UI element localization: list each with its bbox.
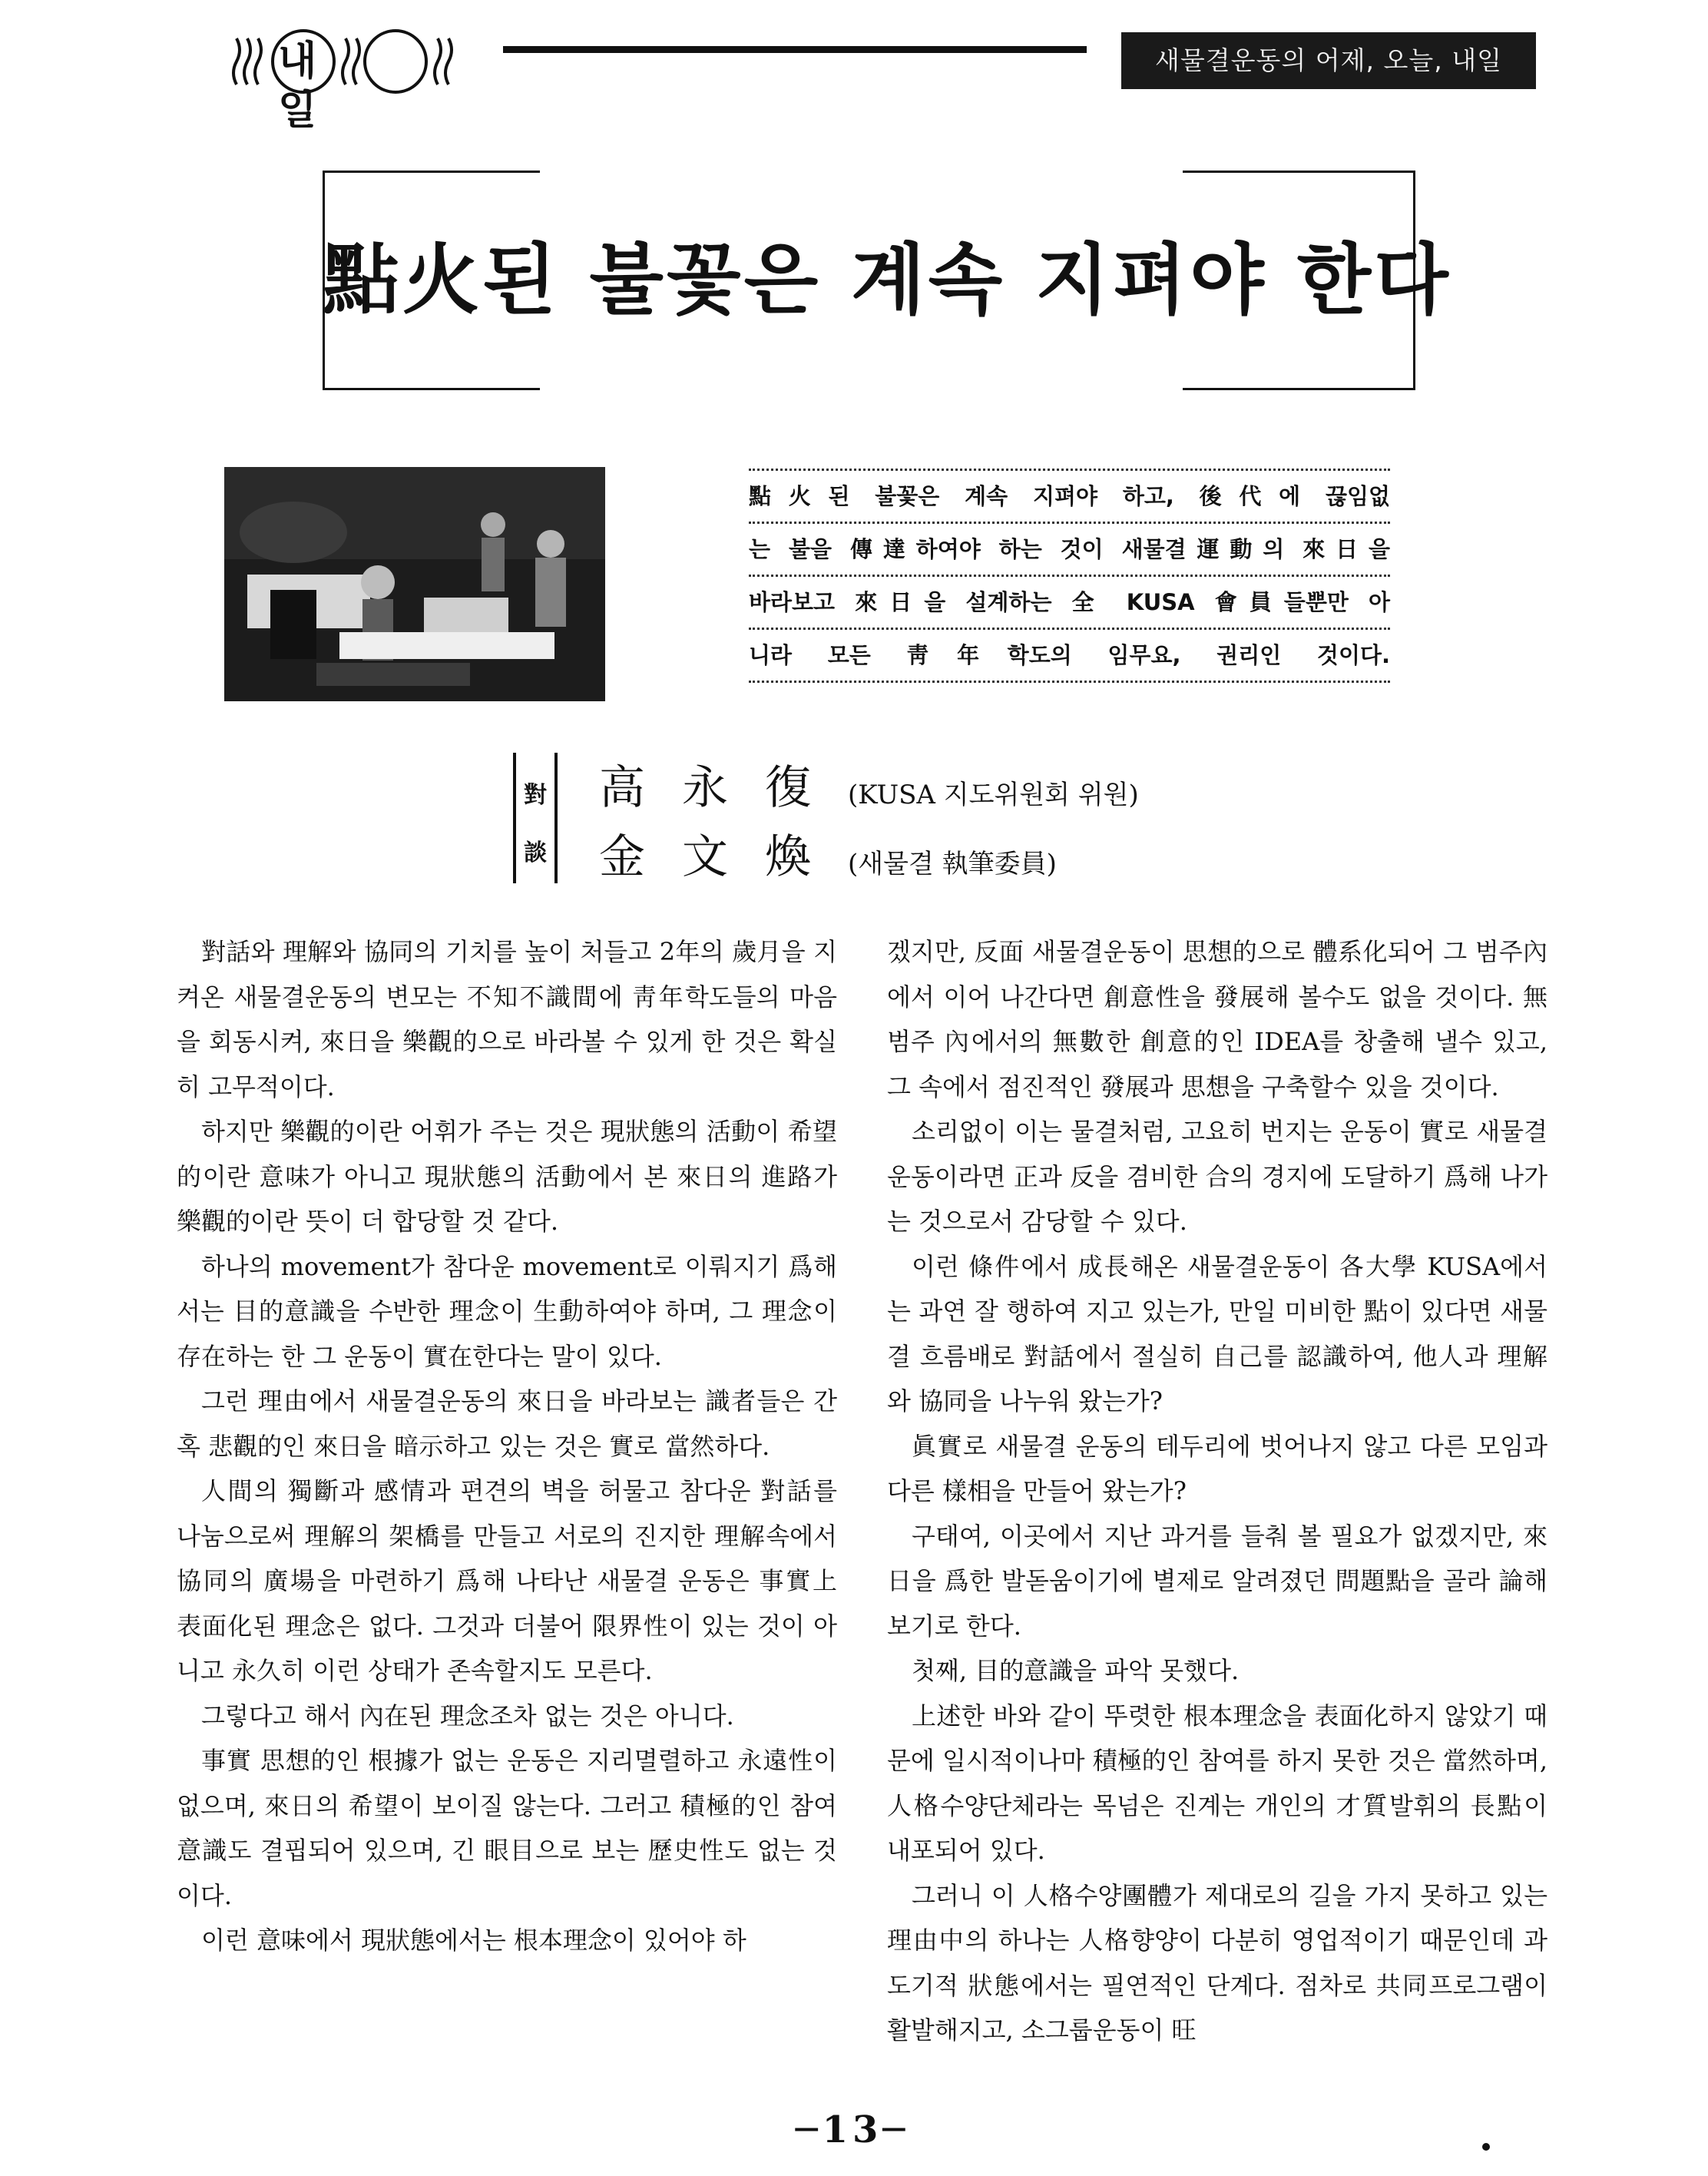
paragraph: 첫째, 目的意識을 파악 못했다. <box>912 1656 1240 1685</box>
summary-box <box>749 469 1390 683</box>
paragraph: 하나의 movement가 참다운 movement로 이뤄지기 爲해서는 目的意識을 수반한 理念이 生動하여야 하며, 그 理念이 存在하는 한 그 운동이 實在한다는 말이 있다. <box>177 1251 837 1371</box>
dialogue-photo <box>224 467 605 701</box>
article-title: 點火된 불꽃은 계속 지펴야 한다 <box>323 235 1451 325</box>
photo-image <box>224 467 605 701</box>
summary-line: 니라 모든 靑年학도의 임무요, 권리인 것이다. <box>749 628 1390 683</box>
paragraph: 이런 意味에서 現狀態에서는 根本理念이 있어야 하 <box>201 1926 746 1955</box>
paragraph: 하지만 樂觀的이란 어휘가 주는 것은 現狀態의 活動이 希望的이란 意味가 아니고 現狀態의 活動에서 본 來日의 進路가 樂觀的이란 뜻이 더 합당할 것 같다. <box>177 1117 837 1236</box>
dialogue-label-top: 對 <box>524 782 547 809</box>
paragraph: 上述한 바와 같이 뚜렷한 根本理念을 表面化하지 않았기 때문에 일시적이나마 積極的인 참여를 하지 못한 것은 當然하며, 人格수양단체라는 목넘은 진계는 개인의 才質발휘의 長點이 내포되어 있다. <box>887 1701 1547 1865</box>
summary-line: 바라보고 來日을 설계하는 全 KUSA 會員들뿐만 아 <box>749 575 1390 628</box>
body-column-right <box>887 929 1547 2053</box>
paragraph: 人間의 獨斷과 感情과 편견의 벽을 허물고 참다운 對話를 나눔으로써 理解의 架橋를 만들고 서로의 진지한 理解속에서 協同의 廣場을 마련하기 爲해 나타난 새물결 운동은 事實上 表面化된 理念은 없다. 그것과 더불어 限界性이 있는 것이 아니고 永久히 이런 상태가 존속할지도 모른다. <box>177 1476 837 1685</box>
participant-2 <box>599 820 1057 886</box>
participant-name: 金文煥 <box>599 830 848 884</box>
paragraph: 소리없이 이는 물결처럼, 고요히 번지는 운동이 實로 새물결 운동이라면 正과 反을 겸비한 合의 경지에 도달하기 爲해 나가는 것으로서 감당할 수 있다. <box>887 1117 1547 1236</box>
paragraph: 이런 條件에서 成長해온 새물결운동이 各大學 KUSA에서는 과연 잘 행하여 지고 있는가, 만일 미비한 點이 있다면 새물결 흐름배로 對話에서 절실히 自己를 認識하여, 他人과 理解와 協同을 나누워 왔는가? <box>887 1251 1547 1416</box>
paragraph: 對話와 理解와 協同의 기치를 높이 처들고 2年의 歲月을 지켜온 새물결운동의 변모는 不知不識間에 靑年학도들의 마음을 회동시켜, 來日을 樂觀的으로 바라볼 수 있게 한 것은 확실히 고무적이다. <box>177 937 837 1101</box>
summary-line: 는 불을 傳達하여야 하는 것이 새물결運動의 來日을 <box>749 522 1390 575</box>
paragraph: 그러니 이 人格수양團體가 제대로의 길을 가지 못하고 있는 理由中의 하나는 人格향양이 다분히 영업적이기 때문인데 과도기적 狀態에서는 필연적인 단계다. 점차로 共同프로그램이 활발해지고, 소그룹운동이 旺 <box>887 1880 1547 2045</box>
paragraph: 그런 理由에서 새물결운동의 來日을 바라보는 識者들은 간혹 悲觀的인 來日을 暗示하고 있는 것은 實로 當然하다. <box>177 1386 837 1461</box>
body-column-left <box>177 929 837 1963</box>
ink-dot <box>1482 2143 1490 2151</box>
paragraph: 그렇다고 해서 內在된 理念조차 없는 것은 아니다. <box>201 1701 734 1731</box>
section-logo <box>230 23 461 134</box>
series-banner: 새물결운동의 어제, 오늘, 내일 <box>1121 32 1536 89</box>
dialogue-label-bottom: 談 <box>524 840 547 866</box>
participant-name: 高永復 <box>599 761 848 815</box>
dialogue-label <box>513 753 558 883</box>
section-title: 내일 <box>278 38 365 134</box>
paragraph: 眞實로 새물결 운동의 테두리에 벗어나지 않고 다른 모임과 다른 樣相을 만들어 왔는가? <box>887 1431 1547 1505</box>
paragraph: 事實 思想的인 根據가 없는 운동은 지리멸렬하고 永遠性이 없으며, 來日의 希望이 보이질 않는다. 그러고 積極的인 참여意識도 결핍되어 있으며, 긴 眼目으로 보는 歷史性도 없는 것이다. <box>177 1746 837 1910</box>
participant-role: (새물결 執筆委員) <box>848 849 1057 879</box>
participant-role: (KUSA 지도위원회 위원) <box>848 780 1139 810</box>
paragraph: 겠지만, 反面 새물결운동이 思想的으로 體系化되어 그 범주內에서 이어 나간다면 創意性을 發展해 볼수도 없을 것이다. 無범주 內에서의 無數한 創意的인 IDEA를 창출해 낼수 있고, 그 속에서 점진적인 發展과 思想을 구축할수 있을 것이다. <box>887 937 1547 1101</box>
header-rule <box>503 46 1087 53</box>
paragraph: 구태여, 이곳에서 지난 과거를 들춰 볼 필요가 없겠지만, 來日을 爲한 발돋움이기에 별제로 알려졌던 問題點을 골라 論해보기로 한다. <box>887 1521 1547 1641</box>
participant-1 <box>599 751 1139 817</box>
page-number: ─13─ <box>795 2108 910 2151</box>
summary-line: 點火된 불꽃은 계속 지펴야 하고, 後代에 끊임없 <box>749 469 1390 522</box>
